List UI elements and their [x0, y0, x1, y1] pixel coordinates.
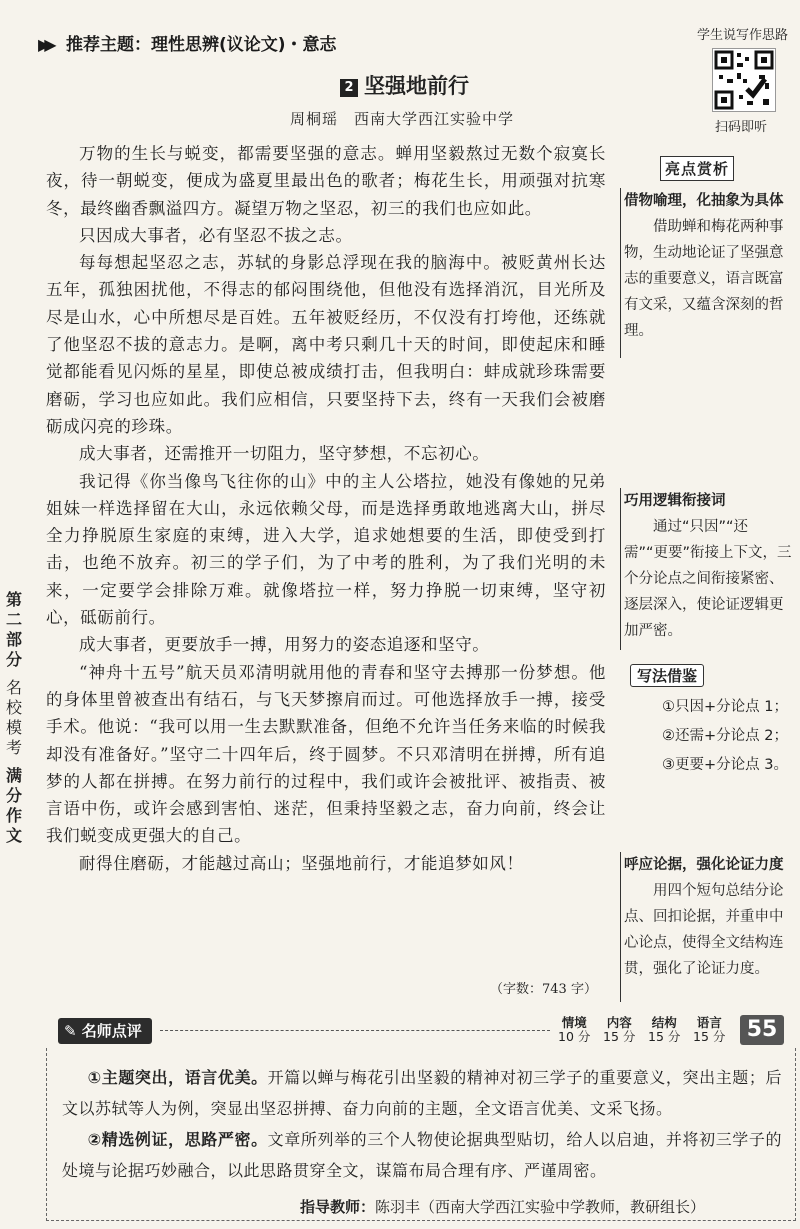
- qr-code-icon[interactable]: [712, 48, 776, 112]
- annotation-bracket: [620, 488, 621, 650]
- score-label: 内容: [606, 1015, 632, 1030]
- essay-paragraph: 成大事者，更要放手一搏，用努力的姿态追逐和坚守。: [79, 635, 490, 655]
- score-value: 15 分: [693, 1029, 726, 1044]
- review-divider: [160, 1030, 550, 1031]
- essay-paragraph: 只因成大事者，必有坚忍不拔之志。: [79, 225, 353, 245]
- annotation-note-2: [624, 488, 792, 644]
- method-label: 写法借鉴: [630, 664, 704, 687]
- guiding-teacher: [300, 1196, 705, 1217]
- essay-paragraph: 每每想起坚忍之志，苏轼的身影总浮现在我的脑海中。被贬黄州长达五年，孤独困扰他，不得志的郁闷围绕他，但他没有选择消沉，目光所及尽是山水，心中所想尽是百姓。五年被贬经历，不仅没有打垮他，还练就了他坚忍不拔的意志力。是啊，离中考只剩几十天的时间，即使起床和睡觉都能看见闪烁的星星，即使总被成绩打击，但我明白：蚌成就珍珠需要磨砺，学习也应如此。我们应相信，只要坚持下去，终有一天我们会被磨砺成闪亮的珍珠。: [46, 253, 606, 436]
- teacher-name: 陈羽丰（西南大学西江实验中学教师，教研组长）: [375, 1198, 706, 1216]
- essay-paragraph: 万物的生长与蜕变，都需要坚强的意志。蝉用坚毅熬过无数个寂寞长夜，待一朝蜕变，便成为盛夏里最出色的歌者；梅花生长，用顽强对抗寒冬，最终幽香飘溢四方。凝望万物之坚忍，初三的我们也应如此。: [46, 144, 606, 218]
- score-label: 语言: [696, 1015, 722, 1030]
- score-label: 情境: [561, 1015, 587, 1030]
- note-body: 借助蝉和梅花两种事物，生动地论证了坚强意志的重要意义，语言既富有文采，又蕴含深刻的哲理。: [624, 219, 784, 339]
- essay-number-badge: 2: [340, 79, 358, 97]
- pen-icon: ✎: [64, 1022, 82, 1040]
- section-label: 名校模考: [5, 678, 22, 757]
- review-label-text: 名师点评: [81, 1022, 142, 1040]
- method-item: ③更要+分论点 3。: [662, 757, 788, 773]
- topic-text: 推荐主题：理性思辨(议论文)・意志: [66, 35, 337, 55]
- total-score: 55: [740, 1015, 784, 1045]
- score-label: 结构: [651, 1015, 677, 1030]
- note-heading: 借物喻理，化抽象为具体: [624, 193, 784, 209]
- method-item: ①只因+分论点 1；: [662, 699, 788, 715]
- essay-paragraph: 我记得《你当像鸟飞往你的山》中的主人公塔拉，她没有像她的兄弟姐妹一样选择留在大山，永远依赖父母，而是选择勇敢地逃离大山，拼尽全力挣脱原生家庭的束缚，进入大学，追求她想要的生活，即使受到打击，也绝不放弃。初三的学子们，为了中考的胜利，为了我们光明的未来，一定要学会排除万难。就像塔拉一样，努力挣脱一切束缚，坚守初心，砥砺前行。: [46, 471, 606, 628]
- score-value: 15 分: [648, 1029, 681, 1044]
- review-body: [62, 1062, 782, 1186]
- category-label: 满分作文: [5, 766, 22, 845]
- essay-author: 周桐瑶 西南大学西江实验中学: [290, 110, 515, 128]
- highlight-label: 亮点赏析: [660, 156, 734, 181]
- recommended-topic: [38, 30, 337, 55]
- essay-title: [340, 70, 469, 100]
- teacher-label: 指导教师：: [300, 1198, 376, 1216]
- qr-caption: 学生说写作思路: [697, 28, 789, 43]
- essay-paragraph: “神舟十五号”航天员邓清明就用他的青春和坚守去搏那一份梦想。他的身体里曾被查出有结石，与飞天梦擦肩而过。可他选择放手一搏，接受手术。他说：“我可以用一生去默默准备，但绝不允许当任务来临的时候我却没有准备好。”坚守二十四年后，终于圆梦。不只邓清明在拼搏，所有追梦的人都在拼搏。在努力前行的过程中，我们或许会被批评、被指责、被言语中伤，或许会感到害怕、迷茫，但秉持坚毅之志，奋力向前，终会让我们蜕变成更强大的自己。: [46, 662, 606, 846]
- score-item: [693, 1016, 725, 1044]
- annotation-note-1: [624, 188, 792, 344]
- score-item: [648, 1016, 680, 1044]
- essay-body: [46, 140, 606, 877]
- annotation-note-3: [624, 852, 792, 982]
- note-heading: 呼应论据，强化论证力度: [624, 857, 784, 873]
- score-value: 10 分: [558, 1029, 591, 1044]
- score-item: [603, 1016, 635, 1044]
- score-item: [558, 1016, 590, 1044]
- review-point-text: 开篇以蝉与梅花引出坚毅的精神对初三学子的重要意义，突出主题；后文以苏轼等人为例，突显出坚忍拼搏、奋力向前的主题，全文语言优美、文采飞扬。: [62, 1068, 782, 1118]
- note-body: 用四个短句总结分论点、回扣论据，并重申中心论点，使得全文结构连贯，强化了论证力度。: [624, 883, 784, 977]
- review-point-lead: ①主题突出，语言优美。: [87, 1068, 268, 1087]
- review-point: [62, 1124, 782, 1186]
- method-list: [662, 693, 788, 780]
- review-point: [62, 1062, 782, 1124]
- review-label: [58, 1018, 152, 1044]
- double-arrow-icon: ▶▶: [38, 35, 51, 54]
- method-item: ②还需+分论点 2；: [662, 728, 788, 744]
- review-point-lead: ②精选例证，思路严密。: [87, 1130, 268, 1149]
- annotation-bracket: [620, 188, 621, 358]
- annotation-bracket: [620, 852, 621, 1002]
- qr-scan-text: 扫码即听: [715, 120, 768, 135]
- score-value: 15 分: [603, 1029, 636, 1044]
- word-count: （字数：743 字）: [490, 982, 597, 997]
- section-side-tab: [4, 590, 24, 846]
- note-heading: 巧用逻辑衔接词: [624, 493, 726, 509]
- essay-paragraph: 耐得住磨砺，才能越过高山；坚强地前行，才能追梦如风！: [79, 853, 524, 873]
- note-body: 通过“只因”“还需”“更要”衔接上下文，三个分论点之间衔接紧密、逐层深入，使论证逻辑更加严密。: [624, 519, 792, 639]
- essay-title-text: 坚强地前行: [364, 74, 469, 98]
- part-label: 第二部分: [5, 590, 22, 669]
- review-point-text: 文章所列举的三个人物使论据典型贴切，给人以启迪，并将初三学子的处境与论据巧妙融合，以此思路贯穿全文，谋篇布局合理有序、严谨周密。: [62, 1130, 782, 1180]
- essay-paragraph: 成大事者，还需推开一切阻力，坚守梦想，不忘初心。: [79, 444, 490, 464]
